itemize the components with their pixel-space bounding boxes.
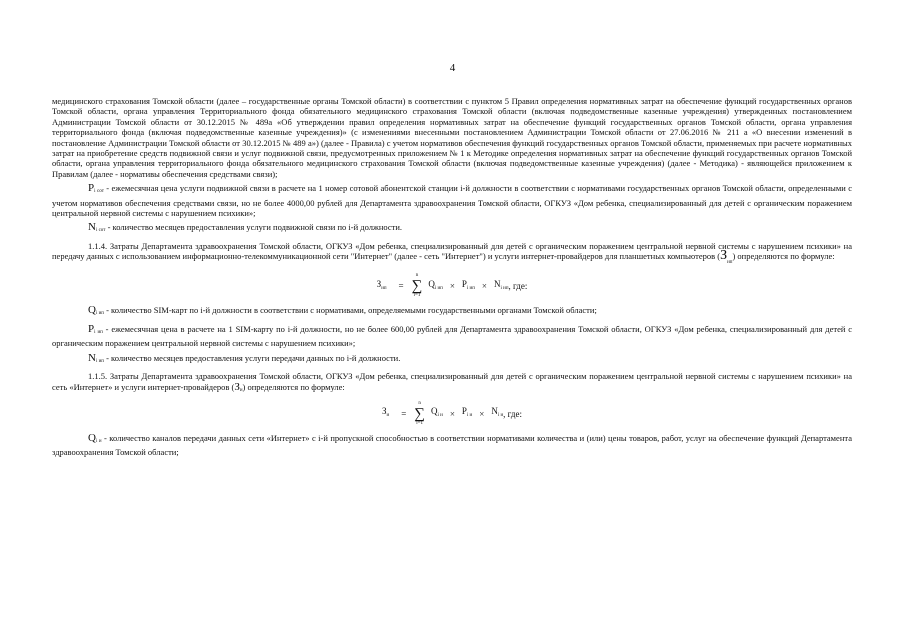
symbol-q-ip: $Q_{i ип}$ — [88, 304, 104, 317]
symbol-z-i: $З_и$ — [234, 380, 243, 393]
definition-n-ip: $N_{i ип}$ - количество месяцев предоставления услуги передачи данных по i-й должности. — [88, 351, 401, 364]
symbol-p-sot: $P_{i сот}$ — [88, 182, 104, 195]
symbol-p-ip: $P_{i ип}$ — [88, 322, 103, 335]
definition-q-ip: $Q_{i ип}$ - количество SIM-карт по i-й должности в соответствии с нормативами, определяемыми государственными органами Томской области; — [88, 304, 597, 317]
formula-z-i: $З_и$ = n ∑ i=1 $Q_{i и}$ × $P_{i и}$ × $N_{i и}$ , где: — [382, 400, 522, 426]
symbol-n-ip: $N_{i ип}$ — [88, 351, 104, 364]
page-number: 4 — [449, 62, 456, 74]
definition-n-sot: $N_{i сот}$ - количество месяцев предоставления услуги подвижной связи по i-й должности. — [88, 221, 402, 234]
definition-q-i: $Q_{i и}$ - количество каналов передачи данных сети «Интернет» с i-й пропускной способностью в соответствии нормативами количества и (или) цены товаров, работ, услуг на обеспечение функций Департамента здравоохранения Томской области; — [52, 431, 852, 458]
paragraph-intro: медицинского страхования Томской области (далее – государственные органы Томской области) в соответствии с пунктом 5 Правил определения нормативных затрат на обеспечение функций государственных органов Томской области, органа управления Территориального фонда обязательного медицинского страхования Томской области (включая подведомственные казенные учреждения) утвержденных постановлением Администрации Томской области от 30.12.2015 № 489а «Об утверждении правил определения нормативных затрат на обеспечение функций государственных органов Томской области, органа управления территориального фонда (включая подведомственные казенные учреждения)» (с изменениями внесенными постановлением Администрации Томской области от 27.06.2016 № 211 а «О внесении изменений в постановление Администрации Томской области от 30.12.2015 № 489 а») (далее - Правила) с учетом нормативов обеспечения функций государственных органов Томской области, применяемых при расчете нормативных затрат на приобретение средств подвижной связи и услуг подвижной связи, предусмотренных приложением № 1 к Методике определения нормативных затрат на обеспечение функций государственных органов Томской области, органа управления территориального фонда обязательного медицинского страхования Томской области (включая подведомственные казенные учреждения) (далее - Методика) - являющейся приложением к Правилам (далее - нормативы обеспечения средствами связи); — [52, 96, 852, 179]
formula-z-ip: $З_{ип}$ = n ∑ i=1 $Q_{i ип}$ × $P_{i ип}$ × $N_{i ип}$ , где: — [376, 273, 528, 299]
sum-sign: n ∑ i=1 — [414, 400, 425, 426]
symbol-n-sot: $N_{i сот}$ — [88, 221, 106, 234]
document-body — [52, 96, 852, 458]
definition-p-sot: $P_{i сот}$ - ежемесячная цена услуги подвижной связи в расчете на 1 номер сотовой абонентской станции i-й должности в соответствии с нормативами государственных органов Томской области, определенными с учетом нормативов обеспечения средствами связи, но не более 4000,00 рублей для Департамента здравоохранения Томской области, ОГКУЗ «Дом ребенка, специализированный для детей с органическим поражением центральной нервной системы с нарушением психики»; — [52, 182, 852, 219]
symbol-q-i: $Q_{i и}$ — [88, 431, 102, 444]
paragraph-1-1-4: 1.1.4. Затраты Департамента здравоохранения Томской области, ОГКУЗ «Дом ребенка, специализированный для детей с органическим поражением центральной нервной системы с нарушением психики» на передачу данных с использованием информационно-телекоммуникационной сети "Интернет" (далее - сеть "Интернет") и услуги интернет-провайдеров для планшетных компьютеров $(З_{ип})$ определяются по формуле: — [52, 240, 852, 266]
symbol-z-ip: $З_{ип}$ — [720, 248, 733, 266]
sum-sign: n ∑ i=1 — [411, 273, 423, 299]
paragraph-1-1-5: 1.1.5. Затраты Департамента здравоохранения Томской области, ОГКУЗ «Дом ребенка, специализированный для детей с органическим поражением центральной нервной системы с нарушением психики» на сеть «Интернет» и услуги интернет-провайдеров $(З_и)$ определяются по формуле: — [52, 371, 852, 393]
definition-p-ip: $P_{i ип}$ - ежемесячная цена в расчете на 1 SIM-карту по i-й должности, но не более 600,00 рублей для Департамента здравоохранения Томской области, ОГКУЗ «Дом ребенка, специализированный для детей с органическим поражением центральной нервной системы с нарушением психики»; — [52, 322, 852, 349]
